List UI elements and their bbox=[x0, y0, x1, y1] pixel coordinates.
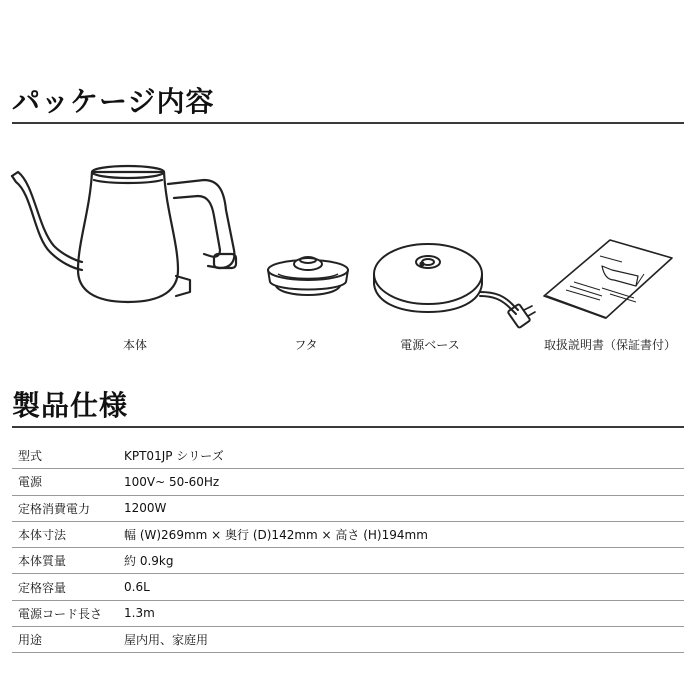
spec-label: 電源コード長さ bbox=[12, 600, 124, 626]
spec-value: 幅 (W)269mm × 奥行 (D)142mm × 高さ (H)194mm bbox=[124, 521, 684, 547]
spec-label: 本体寸法 bbox=[12, 521, 124, 547]
spec-value: 約 0.9kg bbox=[124, 548, 684, 574]
spec-value: 0.6L bbox=[124, 574, 684, 600]
table-row bbox=[12, 495, 684, 521]
spec-label: 電源 bbox=[12, 469, 124, 495]
spec-label: 本体質量 bbox=[12, 548, 124, 574]
package-title: パッケージ内容 bbox=[12, 85, 215, 118]
table-row bbox=[12, 469, 684, 495]
table-row bbox=[12, 521, 684, 547]
package-item-label-body: 本体 bbox=[122, 338, 147, 352]
spec-label: 用途 bbox=[12, 627, 124, 653]
package-item-label-power-base: 電源ベース bbox=[400, 338, 460, 352]
spec-label: 型式 bbox=[12, 443, 124, 469]
spec-value: 100V~ 50-60Hz bbox=[124, 469, 684, 495]
spec-value: 屋内用、家庭用 bbox=[124, 627, 684, 653]
spec-label: 定格消費電力 bbox=[12, 495, 124, 521]
spec-value: 1200W bbox=[124, 495, 684, 521]
table-row bbox=[12, 574, 684, 600]
specs-table bbox=[12, 443, 684, 653]
specs-title: 製品仕様 bbox=[12, 389, 129, 422]
lid-illustration bbox=[262, 252, 354, 304]
manual-illustration bbox=[540, 236, 676, 322]
spec-value: 1.3m bbox=[124, 600, 684, 626]
package-item-label-manual: 取扱説明書（保証書付） bbox=[543, 338, 676, 352]
table-row bbox=[12, 548, 684, 574]
table-row bbox=[12, 600, 684, 626]
table-row bbox=[12, 627, 684, 653]
spec-label: 定格容量 bbox=[12, 574, 124, 600]
table-row bbox=[12, 443, 684, 469]
power-base-illustration bbox=[372, 240, 536, 332]
spec-value: KPT01JP シリーズ bbox=[124, 443, 684, 469]
package-item-label-lid: フタ bbox=[294, 338, 318, 352]
specs-title-rule bbox=[12, 426, 684, 428]
kettle-body-illustration bbox=[8, 150, 243, 315]
package-title-rule bbox=[12, 122, 684, 124]
